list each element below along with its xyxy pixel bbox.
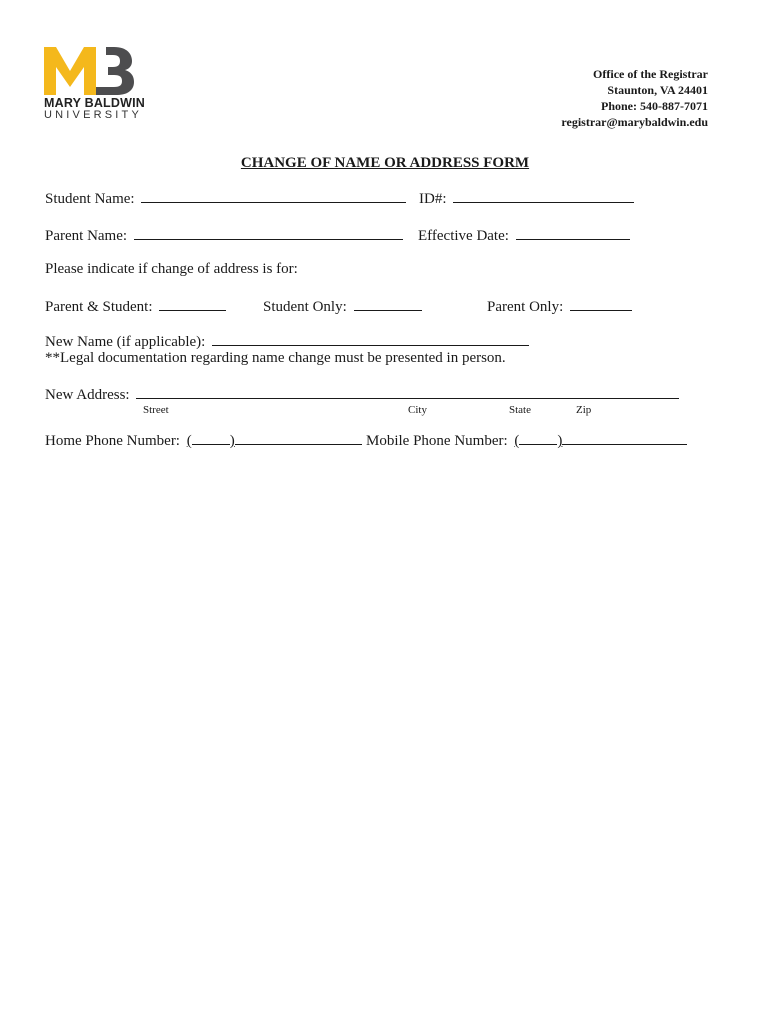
student-only-field[interactable]	[354, 297, 422, 311]
parent-only-field[interactable]	[570, 297, 632, 311]
parent-name-label: Parent Name:	[45, 228, 128, 244]
home-phone-area-code[interactable]	[192, 431, 230, 445]
new-name-field[interactable]	[212, 332, 529, 346]
id-field[interactable]	[453, 189, 634, 203]
home-phone-field[interactable]	[187, 433, 362, 449]
student-only-label: Student Only:	[263, 299, 347, 315]
state-caption: State	[509, 404, 531, 416]
mobile-phone-area-close: )	[557, 433, 563, 449]
logo-b-shape	[96, 47, 134, 95]
logo-name: MARY BALDWIN	[44, 96, 146, 110]
parent-only-label: Parent Only:	[487, 299, 564, 315]
address-change-prompt: Please indicate if change of address is for:	[45, 261, 298, 277]
home-phone-number[interactable]	[235, 431, 362, 445]
student-only-option	[263, 297, 422, 316]
parent-name-row	[45, 226, 403, 245]
parent-student-field[interactable]	[159, 297, 226, 311]
office-line-3: Phone: 540-887-7071	[601, 99, 708, 113]
office-line-1: Office of the Registrar	[593, 67, 708, 81]
student-name-field[interactable]	[141, 189, 406, 203]
id-label: ID#:	[419, 191, 447, 207]
mobile-phone-area-open: (	[514, 433, 520, 449]
mb-logo-mark-icon	[44, 45, 136, 95]
legal-documentation-note: **Legal documentation regarding name change must be presented in person.	[45, 350, 506, 366]
city-caption: City	[408, 404, 427, 416]
new-name-row	[45, 332, 529, 351]
logo-m-shape	[44, 47, 96, 95]
logo-subtitle: UNIVERSITY	[44, 109, 143, 121]
home-phone-row	[45, 431, 362, 450]
parent-name-field[interactable]	[134, 226, 403, 240]
new-address-label: New Address:	[45, 387, 130, 403]
office-address-block	[561, 66, 708, 130]
effective-date-label: Effective Date:	[418, 228, 509, 244]
office-line-4: registrar@marybaldwin.edu	[561, 115, 708, 129]
parent-student-option	[45, 297, 226, 316]
mobile-phone-field[interactable]	[514, 433, 687, 449]
parent-student-label: Parent & Student:	[45, 299, 153, 315]
home-phone-area-open: (	[186, 433, 192, 449]
home-phone-label: Home Phone Number:	[45, 433, 180, 449]
zip-caption: Zip	[576, 404, 592, 416]
parent-only-option	[487, 297, 632, 316]
university-logo	[44, 45, 146, 123]
home-phone-area-close: )	[229, 433, 235, 449]
student-name-label: Student Name:	[45, 191, 135, 207]
form-title: CHANGE OF NAME OR ADDRESS FORM	[240, 155, 530, 171]
office-line-2: Staunton, VA 24401	[607, 83, 708, 97]
id-row	[419, 189, 634, 208]
new-address-field[interactable]	[136, 385, 679, 399]
mobile-phone-label: Mobile Phone Number:	[366, 433, 508, 449]
mobile-phone-row	[366, 431, 687, 450]
street-caption: Street	[143, 404, 169, 416]
effective-date-field[interactable]	[516, 226, 630, 240]
new-name-label: New Name (if applicable):	[45, 334, 206, 350]
student-name-row	[45, 189, 406, 208]
new-address-row	[45, 385, 679, 404]
effective-date-row	[418, 226, 630, 245]
mobile-phone-area-code[interactable]	[519, 431, 557, 445]
mobile-phone-number[interactable]	[562, 431, 687, 445]
